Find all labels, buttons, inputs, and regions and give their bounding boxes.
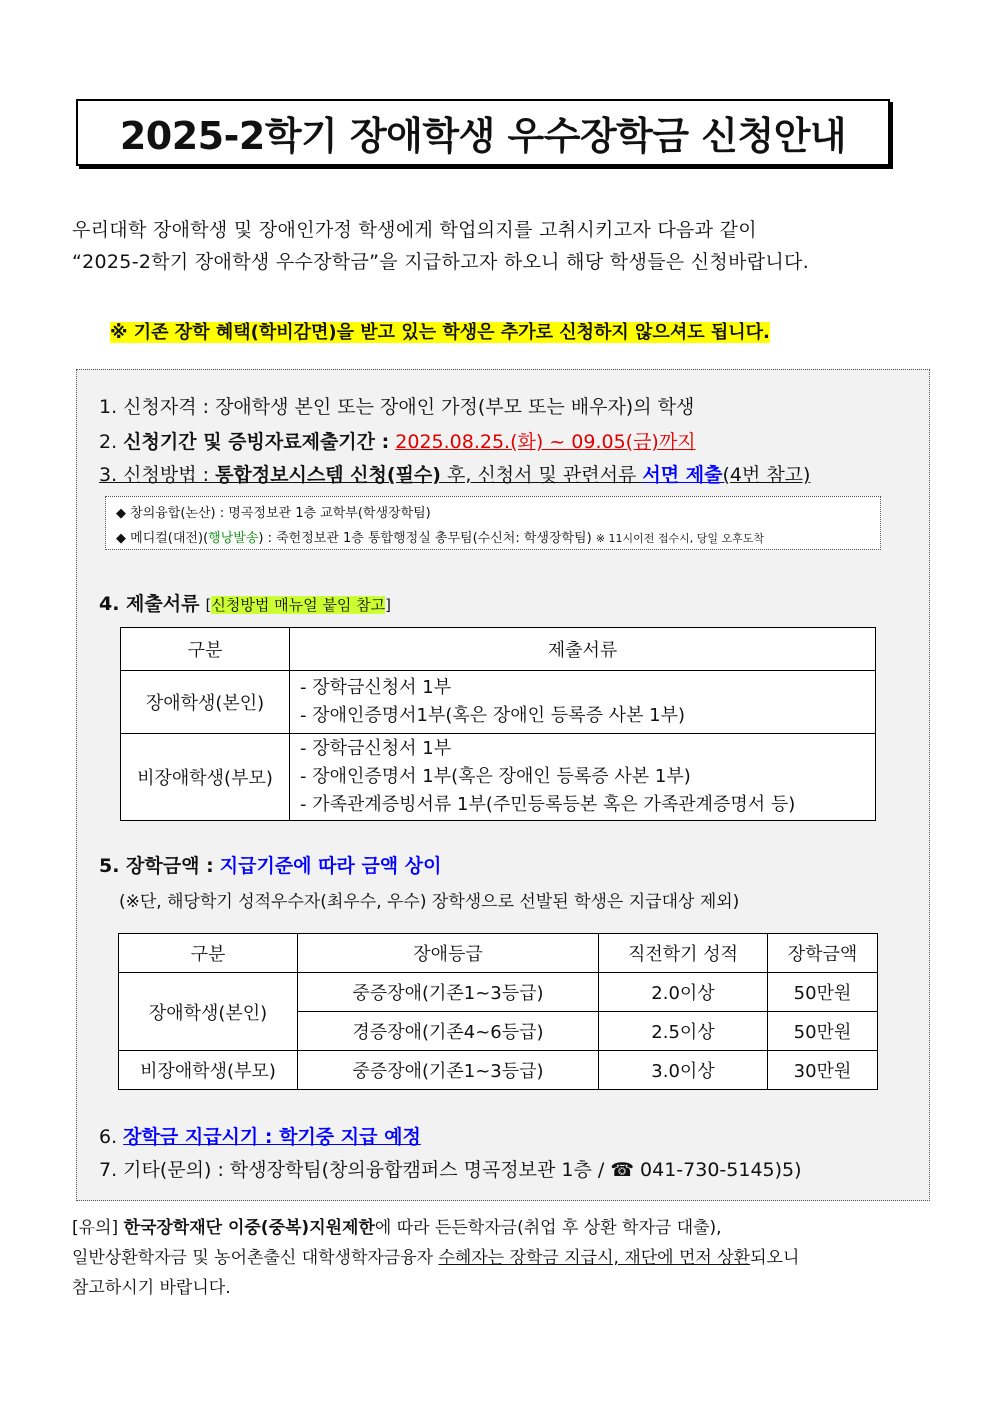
table-cell-grade: 중증장애(기존1~3등급) <box>298 1051 599 1090</box>
table-cell-amount: 30만원 <box>768 1051 878 1090</box>
footer-underline: 수혜자는 장학금 지급시, 재단에 먼저 상환 <box>438 1248 751 1268</box>
title-box <box>76 99 890 166</box>
section5-value: 지급기준에 따라 금액 상이 <box>219 855 442 877</box>
footer-prefix: [유의] <box>72 1218 124 1238</box>
footer-caution <box>72 1213 932 1303</box>
item-eligibility: 1. 신청자격 : 장애학생 본인 또는 장애인 가정(부모 또는 배우자)의 학생 <box>99 396 695 418</box>
location-daejeon <box>116 527 764 546</box>
section4-note-open: [ <box>205 596 212 614</box>
section4-title: 4. 제출서류 <box>99 593 200 615</box>
section5-note: (※단, 해당학기 성적우수자(최우수, 우수) 장학생으로 선발된 학생은 지급대상 제외) <box>119 892 740 912</box>
table-cell-gpa: 3.0이상 <box>599 1051 768 1090</box>
table-cell-grade: 경증장애(기존4~6등급) <box>298 1012 599 1051</box>
table-cell-group: 장애학생(본인) <box>119 973 298 1051</box>
item-method-pre: 3. 신청방법 : <box>99 464 216 486</box>
table-cell-docs <box>290 671 876 734</box>
table-header: 장학금액 <box>768 934 878 973</box>
item-period-date: 2025.08.25.(화) ~ 09.05(금)까지 <box>395 431 696 453</box>
notice <box>110 318 770 344</box>
section6 <box>99 1122 421 1149</box>
intro-line-2: “2025-2학기 장애학생 우수장학금”을 지급하고자 하오니 해당 학생들은 신청바랍니다. <box>72 251 810 273</box>
table-row <box>119 973 878 1012</box>
section4-note-text: 신청방법 매뉴얼 붙임 참고 <box>211 596 386 614</box>
item-method-mid: 후, 신청서 및 관련서류 <box>440 464 643 486</box>
item-method-written: 서면 제출 <box>642 464 723 486</box>
table-header: 구분 <box>121 628 290 671</box>
table-header: 직전학기 성적 <box>599 934 768 973</box>
table-cell-amount: 50만원 <box>768 1012 878 1051</box>
table-row <box>121 734 876 821</box>
location-daejeon-note: ※ 11시이전 접수시, 당일 오후도착 <box>595 532 765 545</box>
table-cell-gpa: 2.0이상 <box>599 973 768 1012</box>
table-cell-group: 비장애학생(부모) <box>119 1051 298 1090</box>
doc-line: - 장학금신청서 1부 <box>300 738 452 759</box>
footer-bold: 한국장학재단 이중(중복)지원제한 <box>123 1218 375 1238</box>
location-daejeon-green: 행낭발송 <box>208 531 259 546</box>
info-panel <box>76 369 930 1201</box>
footer-text-2: 일반상환학자금 및 농어촌출신 대학생학자금융자 <box>72 1248 439 1268</box>
doc-line: - 가족관계증빙서류 1부(주민등록등본 혹은 가족관계증명서 등) <box>300 794 796 815</box>
footer-line-3: 참고하시기 바랍니다. <box>72 1278 231 1298</box>
table-row <box>121 628 876 671</box>
table-cell-category: 장애학생(본인) <box>121 671 290 734</box>
footer-text-3: 되오니 <box>750 1248 800 1268</box>
doc-line: - 장애인증명서1부(혹은 장애인 등록증 사본 1부) <box>300 705 686 726</box>
table-header: 구분 <box>119 934 298 973</box>
section6-text: 장학금 지급시기 : 학기중 지급 예정 <box>123 1126 421 1148</box>
table-cell-docs <box>290 734 876 821</box>
item-period-num: 2. <box>99 431 124 453</box>
location-daejeon-post: ) : 죽헌정보관 1층 통합행정실 총무팀(수신처: 학생장학팀) <box>258 531 592 546</box>
section5-heading <box>99 851 441 878</box>
location-nonsan: ◆ 창의융합(논산) : 명곡정보관 1층 교학부(학생장학팀) <box>116 506 431 521</box>
table-cell-gpa: 2.5이상 <box>599 1012 768 1051</box>
section4-heading <box>99 589 391 616</box>
item-method-system: 통합정보시스템 신청(필수) <box>215 464 441 486</box>
intro-line-1: 우리대학 장애학생 및 장애인가정 학생에게 학업의지를 고취시키고자 다음과 같이 <box>72 219 757 241</box>
table-cell-amount: 50만원 <box>768 973 878 1012</box>
table-header: 제출서류 <box>290 628 876 671</box>
footer-text-1: 에 따라 든든학자금(취업 후 상환 학자금 대출), <box>374 1218 722 1238</box>
section4-note <box>206 596 391 614</box>
intro-paragraph <box>72 214 932 278</box>
doc-line: - 장애인증명서 1부(혹은 장애인 등록증 사본 1부) <box>300 766 691 787</box>
section5-title: 5. 장학금액 : <box>99 855 214 877</box>
location-daejeon-pre: ◆ 메디컬(대전)( <box>116 531 209 546</box>
section7: 7. 기타(문의) : 학생장학팀(창의융합캠퍼스 명곡정보관 1층 / ☎ 041-730-5145)5) <box>99 1159 802 1181</box>
submission-locations <box>105 496 881 550</box>
table-cell-category: 비장애학생(부모) <box>121 734 290 821</box>
doc-line: - 장학금신청서 1부 <box>300 677 452 698</box>
page-title: 2025-2학기 장애학생 우수장학금 신청안내 <box>119 114 847 158</box>
section6-num: 6. <box>99 1126 124 1148</box>
footer-line-2 <box>72 1243 932 1273</box>
table-row <box>119 934 878 973</box>
table-row <box>119 1051 878 1090</box>
section4-note-close: ] <box>385 596 391 614</box>
table-cell-grade: 중증장애(기존1~3등급) <box>298 973 599 1012</box>
table-row <box>121 671 876 734</box>
amount-table <box>118 933 878 1090</box>
item-period <box>99 427 696 454</box>
documents-table <box>120 627 876 821</box>
item-method-post: (4번 참고) <box>722 464 811 486</box>
item-period-label: 신청기간 및 증빙자료제출기간 : <box>123 431 390 453</box>
footer-line-1 <box>72 1213 932 1243</box>
item-method <box>99 460 810 487</box>
notice-text: ※ 기존 장학 혜택(학비감면)을 받고 있는 학생은 추가로 신청하지 않으셔도 됩니다. <box>110 322 770 343</box>
table-header: 장애등급 <box>298 934 599 973</box>
